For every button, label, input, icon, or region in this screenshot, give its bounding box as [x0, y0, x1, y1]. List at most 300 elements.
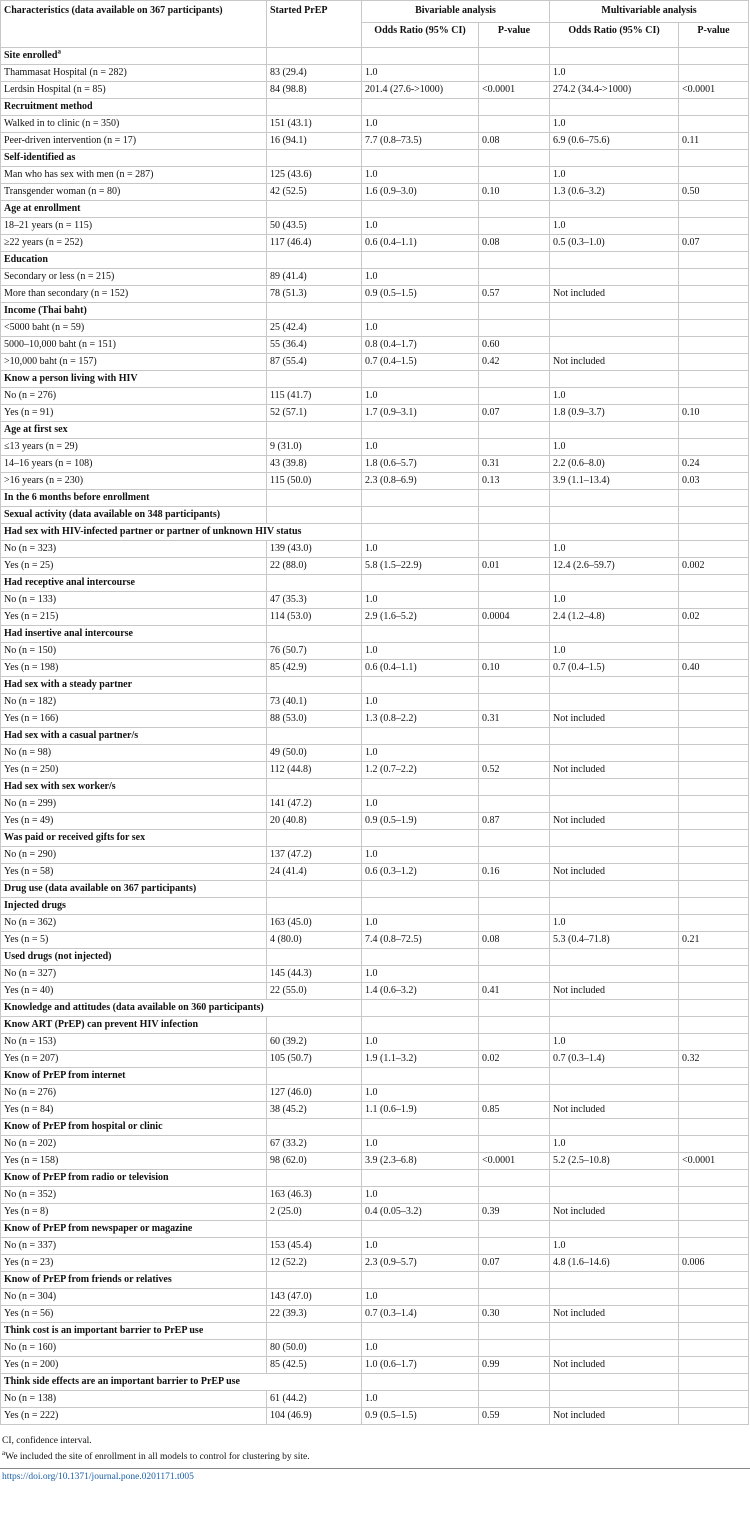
multivariable-p-cell: 0.21	[679, 932, 749, 949]
table-row	[1, 1136, 749, 1153]
started-prep-cell: 42 (52.5)	[267, 184, 362, 201]
section-row-had-sex-with-a-steady-partner	[1, 677, 749, 694]
multivariable-or-cell: 0.5 (0.3–1.0)	[550, 235, 679, 252]
multivariable-p-cell: 0.32	[679, 1051, 749, 1068]
started-prep-cell: 114 (53.0)	[267, 609, 362, 626]
section-row-think-side-effects-are-an-important-barr	[1, 1374, 749, 1391]
multivariable-or-cell: 0.7 (0.3–1.4)	[550, 1051, 679, 1068]
multivariable-or-cell: 1.0	[550, 541, 679, 558]
empty-cell	[362, 1017, 479, 1034]
bivariable-p-cell: 0.07	[479, 405, 550, 422]
header-or-ci-multivariable: Odds Ratio (95% CI)	[550, 23, 679, 48]
bivariable-p-cell: 0.0004	[479, 609, 550, 626]
empty-cell	[479, 201, 550, 218]
section-row-site-enrolled	[1, 48, 749, 65]
multivariable-or-cell: Not included	[550, 1102, 679, 1119]
empty-cell	[479, 1374, 550, 1391]
row-label: Transgender woman (n = 80)	[1, 184, 267, 201]
table-row	[1, 1306, 749, 1323]
empty-cell	[550, 949, 679, 966]
empty-cell	[267, 1017, 362, 1034]
empty-cell	[362, 1170, 479, 1187]
empty-cell	[267, 490, 362, 507]
bivariable-or-cell: 201.4 (27.6->1000)	[362, 82, 479, 99]
bivariable-or-cell: 1.0	[362, 439, 479, 456]
started-prep-cell: 22 (55.0)	[267, 983, 362, 1000]
empty-cell	[362, 371, 479, 388]
empty-cell	[479, 1221, 550, 1238]
section-row-had-sex-with-a-casual-partner-s	[1, 728, 749, 745]
empty-cell	[479, 303, 550, 320]
empty-cell	[550, 779, 679, 796]
multivariable-p-cell	[679, 966, 749, 983]
empty-cell	[550, 252, 679, 269]
bivariable-p-cell	[479, 847, 550, 864]
section-label	[1, 830, 267, 847]
bivariable-p-cell	[479, 1238, 550, 1255]
bivariable-or-cell: 5.8 (1.5–22.9)	[362, 558, 479, 575]
empty-cell	[479, 728, 550, 745]
empty-cell	[267, 830, 362, 847]
empty-cell	[550, 48, 679, 65]
multivariable-p-cell	[679, 320, 749, 337]
empty-cell	[479, 490, 550, 507]
row-label: Yes (n = 250)	[1, 762, 267, 779]
empty-cell	[362, 507, 479, 524]
section-row-in-the-6-months-before-enrollment	[1, 490, 749, 507]
row-label: Yes (n = 200)	[1, 1357, 267, 1374]
section-row-know-of-prep-from-hospital-or-clinic	[1, 1119, 749, 1136]
section-label-text: Was paid or received gifts for sex	[4, 832, 146, 843]
multivariable-p-cell	[679, 1391, 749, 1408]
row-label: No (n = 160)	[1, 1340, 267, 1357]
empty-cell	[267, 48, 362, 65]
multivariable-or-cell: Not included	[550, 1357, 679, 1374]
empty-cell	[479, 677, 550, 694]
started-prep-cell: 87 (55.4)	[267, 354, 362, 371]
row-label: More than secondary (n = 152)	[1, 286, 267, 303]
section-row-know-a-person-living-with-hiv	[1, 371, 749, 388]
empty-cell	[479, 626, 550, 643]
bivariable-p-cell	[479, 439, 550, 456]
table-row	[1, 1255, 749, 1272]
empty-cell	[679, 490, 749, 507]
empty-cell	[679, 507, 749, 524]
multivariable-or-cell: 1.0	[550, 643, 679, 660]
multivariable-or-cell: Not included	[550, 1408, 679, 1425]
table-row	[1, 796, 749, 813]
empty-cell	[550, 1000, 679, 1017]
multivariable-or-cell: 1.0	[550, 1034, 679, 1051]
multivariable-p-cell: 0.006	[679, 1255, 749, 1272]
empty-cell	[550, 524, 679, 541]
header-or-ci-bivariable-text: Odds Ratio (95% CI)	[374, 25, 466, 37]
empty-cell	[550, 1374, 679, 1391]
section-label	[1, 48, 267, 65]
empty-cell	[679, 252, 749, 269]
multivariable-or-cell	[550, 966, 679, 983]
empty-cell	[550, 626, 679, 643]
row-label: 14–16 years (n = 108)	[1, 456, 267, 473]
footnote-marker: a	[57, 47, 61, 56]
empty-cell	[550, 201, 679, 218]
empty-cell	[550, 1221, 679, 1238]
row-label: No (n = 202)	[1, 1136, 267, 1153]
table-row	[1, 1051, 749, 1068]
row-label: No (n = 352)	[1, 1187, 267, 1204]
row-label: Yes (n = 207)	[1, 1051, 267, 1068]
table-row	[1, 218, 749, 235]
row-label: Man who has sex with men (n = 287)	[1, 167, 267, 184]
empty-cell	[267, 1119, 362, 1136]
empty-cell	[679, 728, 749, 745]
row-label: No (n = 133)	[1, 592, 267, 609]
table-row	[1, 1204, 749, 1221]
started-prep-cell: 112 (44.8)	[267, 762, 362, 779]
section-label-text: Age at first sex	[4, 424, 68, 435]
section-row-had-sex-with-sex-worker-s	[1, 779, 749, 796]
empty-cell	[479, 898, 550, 915]
section-label-text: Knowledge and attitudes (data available on 360 participants)	[4, 1002, 264, 1013]
section-label-text: Income (Thai baht)	[4, 305, 87, 316]
empty-cell	[479, 48, 550, 65]
multivariable-or-cell: 3.9 (1.1–13.4)	[550, 473, 679, 490]
empty-cell	[550, 422, 679, 439]
empty-cell	[550, 575, 679, 592]
empty-cell	[362, 575, 479, 592]
empty-cell	[679, 201, 749, 218]
multivariable-p-cell	[679, 983, 749, 1000]
bivariable-or-cell: 1.4 (0.6–3.2)	[362, 983, 479, 1000]
started-prep-cell: 12 (52.2)	[267, 1255, 362, 1272]
bivariable-p-cell	[479, 167, 550, 184]
started-prep-cell: 24 (41.4)	[267, 864, 362, 881]
multivariable-or-cell: 5.3 (0.4–71.8)	[550, 932, 679, 949]
bivariable-or-cell: 1.0	[362, 320, 479, 337]
multivariable-or-cell: Not included	[550, 813, 679, 830]
multivariable-p-cell	[679, 813, 749, 830]
bivariable-or-cell: 1.0	[362, 269, 479, 286]
empty-cell	[267, 99, 362, 116]
row-label: Yes (n = 25)	[1, 558, 267, 575]
header-characteristics: Characteristics (data available on 367 participants)	[1, 1, 267, 48]
header-or-ci-bivariable	[362, 23, 479, 48]
section-row-know-of-prep-from-internet	[1, 1068, 749, 1085]
empty-cell	[550, 830, 679, 847]
bivariable-or-cell: 1.0	[362, 847, 479, 864]
section-label-text: Think cost is an important barrier to PrEP use	[4, 1325, 204, 1336]
empty-cell	[362, 252, 479, 269]
section-row-used-drugs-not-injected	[1, 949, 749, 966]
empty-cell	[679, 779, 749, 796]
empty-cell	[362, 1000, 479, 1017]
multivariable-p-cell	[679, 1238, 749, 1255]
section-label	[1, 779, 267, 796]
empty-cell	[679, 1170, 749, 1187]
multivariable-or-cell	[550, 796, 679, 813]
multivariable-or-cell: Not included	[550, 983, 679, 1000]
divider	[0, 1468, 750, 1469]
bivariable-or-cell: 0.6 (0.3–1.2)	[362, 864, 479, 881]
empty-cell	[479, 1170, 550, 1187]
section-label	[1, 524, 362, 541]
section-label	[1, 1221, 267, 1238]
row-label: No (n = 323)	[1, 541, 267, 558]
section-label-text: Know ART (PrEP) can prevent HIV infection	[4, 1019, 199, 1030]
bivariable-p-cell: <0.0001	[479, 1153, 550, 1170]
row-label: Yes (n = 40)	[1, 983, 267, 1000]
multivariable-p-cell: 0.40	[679, 660, 749, 677]
empty-cell	[550, 898, 679, 915]
empty-cell	[679, 898, 749, 915]
multivariable-p-cell	[679, 694, 749, 711]
multivariable-p-cell	[679, 116, 749, 133]
empty-cell	[362, 949, 479, 966]
multivariable-p-cell	[679, 1306, 749, 1323]
table-row	[1, 82, 749, 99]
bivariable-or-cell: 0.8 (0.4–1.7)	[362, 337, 479, 354]
started-prep-cell: 9 (31.0)	[267, 439, 362, 456]
table-row	[1, 864, 749, 881]
section-label-text: Know of PrEP from friends or relatives	[4, 1274, 172, 1285]
row-label: Yes (n = 49)	[1, 813, 267, 830]
empty-cell	[679, 830, 749, 847]
table-row	[1, 592, 749, 609]
empty-cell	[679, 371, 749, 388]
section-label	[1, 677, 267, 694]
multivariable-or-cell: 2.2 (0.6–8.0)	[550, 456, 679, 473]
bivariable-or-cell: 1.0	[362, 643, 479, 660]
row-label: Thammasat Hospital (n = 282)	[1, 65, 267, 82]
row-label: No (n = 290)	[1, 847, 267, 864]
empty-cell	[362, 201, 479, 218]
empty-cell	[550, 507, 679, 524]
table-row	[1, 847, 749, 864]
empty-cell	[550, 1323, 679, 1340]
empty-cell	[479, 1119, 550, 1136]
multivariable-p-cell	[679, 643, 749, 660]
bivariable-or-cell: 1.7 (0.9–3.1)	[362, 405, 479, 422]
multivariable-or-cell: 1.0	[550, 116, 679, 133]
multivariable-or-cell	[550, 694, 679, 711]
section-label	[1, 1068, 267, 1085]
section-row-income-thai-baht	[1, 303, 749, 320]
section-row-age-at-enrollment	[1, 201, 749, 218]
row-label: No (n = 276)	[1, 388, 267, 405]
started-prep-cell: 105 (50.7)	[267, 1051, 362, 1068]
section-label-text: Had insertive anal intercourse	[4, 628, 133, 639]
empty-cell	[362, 1221, 479, 1238]
table-row	[1, 116, 749, 133]
empty-cell	[267, 1170, 362, 1187]
row-label: Yes (n = 166)	[1, 711, 267, 728]
empty-cell	[479, 1323, 550, 1340]
started-prep-cell: 139 (43.0)	[267, 541, 362, 558]
multivariable-p-cell	[679, 388, 749, 405]
multivariable-p-cell	[679, 1085, 749, 1102]
table-row	[1, 167, 749, 184]
section-row-know-of-prep-from-friends-or-relatives	[1, 1272, 749, 1289]
empty-cell	[679, 1119, 749, 1136]
doi-link[interactable]: https://doi.org/10.1371/journal.pone.0201171.t005	[2, 1472, 194, 1482]
bivariable-p-cell: 0.31	[479, 711, 550, 728]
table-row	[1, 932, 749, 949]
empty-cell	[267, 898, 362, 915]
bivariable-p-cell: 0.13	[479, 473, 550, 490]
row-label: No (n = 138)	[1, 1391, 267, 1408]
multivariable-p-cell	[679, 439, 749, 456]
bivariable-p-cell: 0.30	[479, 1306, 550, 1323]
multivariable-p-cell	[679, 745, 749, 762]
bivariable-p-cell: 0.41	[479, 983, 550, 1000]
section-label-text: Know of PrEP from internet	[4, 1070, 126, 1081]
started-prep-cell: 16 (94.1)	[267, 133, 362, 150]
empty-cell	[679, 575, 749, 592]
bivariable-p-cell	[479, 1136, 550, 1153]
empty-cell	[479, 150, 550, 167]
bivariable-or-cell: 1.0	[362, 1136, 479, 1153]
empty-cell	[479, 422, 550, 439]
bivariable-or-cell: 3.9 (2.3–6.8)	[362, 1153, 479, 1170]
empty-cell	[550, 881, 679, 898]
table-row	[1, 405, 749, 422]
section-label-text: Injected drugs	[4, 900, 66, 911]
empty-cell	[267, 1272, 362, 1289]
multivariable-p-cell	[679, 354, 749, 371]
multivariable-p-cell	[679, 1357, 749, 1374]
empty-cell	[679, 677, 749, 694]
empty-cell	[679, 1068, 749, 1085]
multivariable-or-cell: 1.8 (0.9–3.7)	[550, 405, 679, 422]
bivariable-p-cell	[479, 1340, 550, 1357]
multivariable-or-cell	[550, 320, 679, 337]
multivariable-p-cell: 0.10	[679, 405, 749, 422]
row-label: Yes (n = 84)	[1, 1102, 267, 1119]
bivariable-p-cell: 0.31	[479, 456, 550, 473]
row-label: No (n = 150)	[1, 643, 267, 660]
multivariable-p-cell: 0.002	[679, 558, 749, 575]
empty-cell	[550, 677, 679, 694]
multivariable-or-cell: Not included	[550, 354, 679, 371]
row-label: >10,000 baht (n = 157)	[1, 354, 267, 371]
started-prep-cell: 55 (36.4)	[267, 337, 362, 354]
table-body	[1, 48, 749, 1425]
row-label: Yes (n = 5)	[1, 932, 267, 949]
table-row	[1, 1153, 749, 1170]
empty-cell	[679, 99, 749, 116]
multivariable-or-cell	[550, 1340, 679, 1357]
bivariable-or-cell: 1.0	[362, 745, 479, 762]
empty-cell	[362, 626, 479, 643]
table-row	[1, 643, 749, 660]
empty-cell	[479, 1000, 550, 1017]
bivariable-or-cell: 1.0	[362, 1391, 479, 1408]
section-label-text: Know a person living with HIV	[4, 373, 138, 384]
bivariable-or-cell: 0.9 (0.5–1.9)	[362, 813, 479, 830]
multivariable-p-cell	[679, 864, 749, 881]
row-label: 18–21 years (n = 115)	[1, 218, 267, 235]
section-label-text: Know of PrEP from hospital or clinic	[4, 1121, 163, 1132]
footnote-abbreviation: CI, confidence interval.	[2, 1436, 92, 1446]
multivariable-p-cell	[679, 1204, 749, 1221]
section-label	[1, 99, 267, 116]
section-label-text: Drug use (data available on 367 participants)	[4, 883, 197, 894]
section-row-knowledge-and-attitudes-data-available-o	[1, 1000, 749, 1017]
bivariable-or-cell: 1.0	[362, 694, 479, 711]
bivariable-p-cell	[479, 1289, 550, 1306]
multivariable-or-cell: 0.7 (0.4–1.5)	[550, 660, 679, 677]
bivariable-or-cell: 2.3 (0.9–5.7)	[362, 1255, 479, 1272]
started-prep-cell: 73 (40.1)	[267, 694, 362, 711]
row-label: Peer-driven intervention (n = 17)	[1, 133, 267, 150]
row-label: No (n = 98)	[1, 745, 267, 762]
started-prep-cell: 125 (43.6)	[267, 167, 362, 184]
multivariable-or-cell: 1.0	[550, 388, 679, 405]
multivariable-or-cell	[550, 1289, 679, 1306]
bivariable-or-cell: 1.0	[362, 915, 479, 932]
empty-cell	[362, 1068, 479, 1085]
bivariable-or-cell: 1.1 (0.6–1.9)	[362, 1102, 479, 1119]
started-prep-cell: 78 (51.3)	[267, 286, 362, 303]
section-label	[1, 303, 267, 320]
bivariable-or-cell: 1.0	[362, 116, 479, 133]
empty-cell	[550, 1170, 679, 1187]
empty-cell	[362, 150, 479, 167]
bivariable-or-cell: 0.6 (0.4–1.1)	[362, 660, 479, 677]
bivariable-or-cell: 1.0 (0.6–1.7)	[362, 1357, 479, 1374]
multivariable-or-cell: 274.2 (34.4->1000)	[550, 82, 679, 99]
bivariable-p-cell: 0.08	[479, 235, 550, 252]
empty-cell	[679, 150, 749, 167]
empty-cell	[479, 1068, 550, 1085]
row-label: No (n = 327)	[1, 966, 267, 983]
empty-cell	[679, 1374, 749, 1391]
empty-cell	[267, 881, 362, 898]
multivariable-p-cell	[679, 711, 749, 728]
section-row-had-receptive-anal-intercourse	[1, 575, 749, 592]
bivariable-p-cell	[479, 65, 550, 82]
empty-cell	[479, 949, 550, 966]
multivariable-or-cell	[550, 745, 679, 762]
section-row-know-of-prep-from-newspaper-or-magazine	[1, 1221, 749, 1238]
table-row	[1, 65, 749, 82]
section-label-text: Had sex with HIV-infected partner or partner of unknown HIV status	[4, 526, 302, 537]
bivariable-or-cell: 1.0	[362, 218, 479, 235]
section-row-think-cost-is-an-important-barrier-to-pr	[1, 1323, 749, 1340]
empty-cell	[550, 728, 679, 745]
table-row	[1, 354, 749, 371]
section-label-text: Had sex with sex worker/s	[4, 781, 116, 792]
empty-cell	[267, 626, 362, 643]
started-prep-cell: 127 (46.0)	[267, 1085, 362, 1102]
table-row	[1, 1034, 749, 1051]
bivariable-or-cell: 1.0	[362, 167, 479, 184]
row-label: <5000 baht (n = 59)	[1, 320, 267, 337]
bivariable-p-cell	[479, 1085, 550, 1102]
section-label	[1, 626, 267, 643]
started-prep-cell: 115 (41.7)	[267, 388, 362, 405]
section-label-text: Site enrolled	[4, 50, 58, 61]
table-row	[1, 762, 749, 779]
empty-cell	[679, 1017, 749, 1034]
multivariable-or-cell: Not included	[550, 711, 679, 728]
header-pvalue-multivariable: P-value	[679, 23, 749, 48]
multivariable-p-cell	[679, 541, 749, 558]
bivariable-or-cell: 0.7 (0.3–1.4)	[362, 1306, 479, 1323]
bivariable-p-cell	[479, 966, 550, 983]
empty-cell	[267, 1221, 362, 1238]
section-label	[1, 490, 267, 507]
